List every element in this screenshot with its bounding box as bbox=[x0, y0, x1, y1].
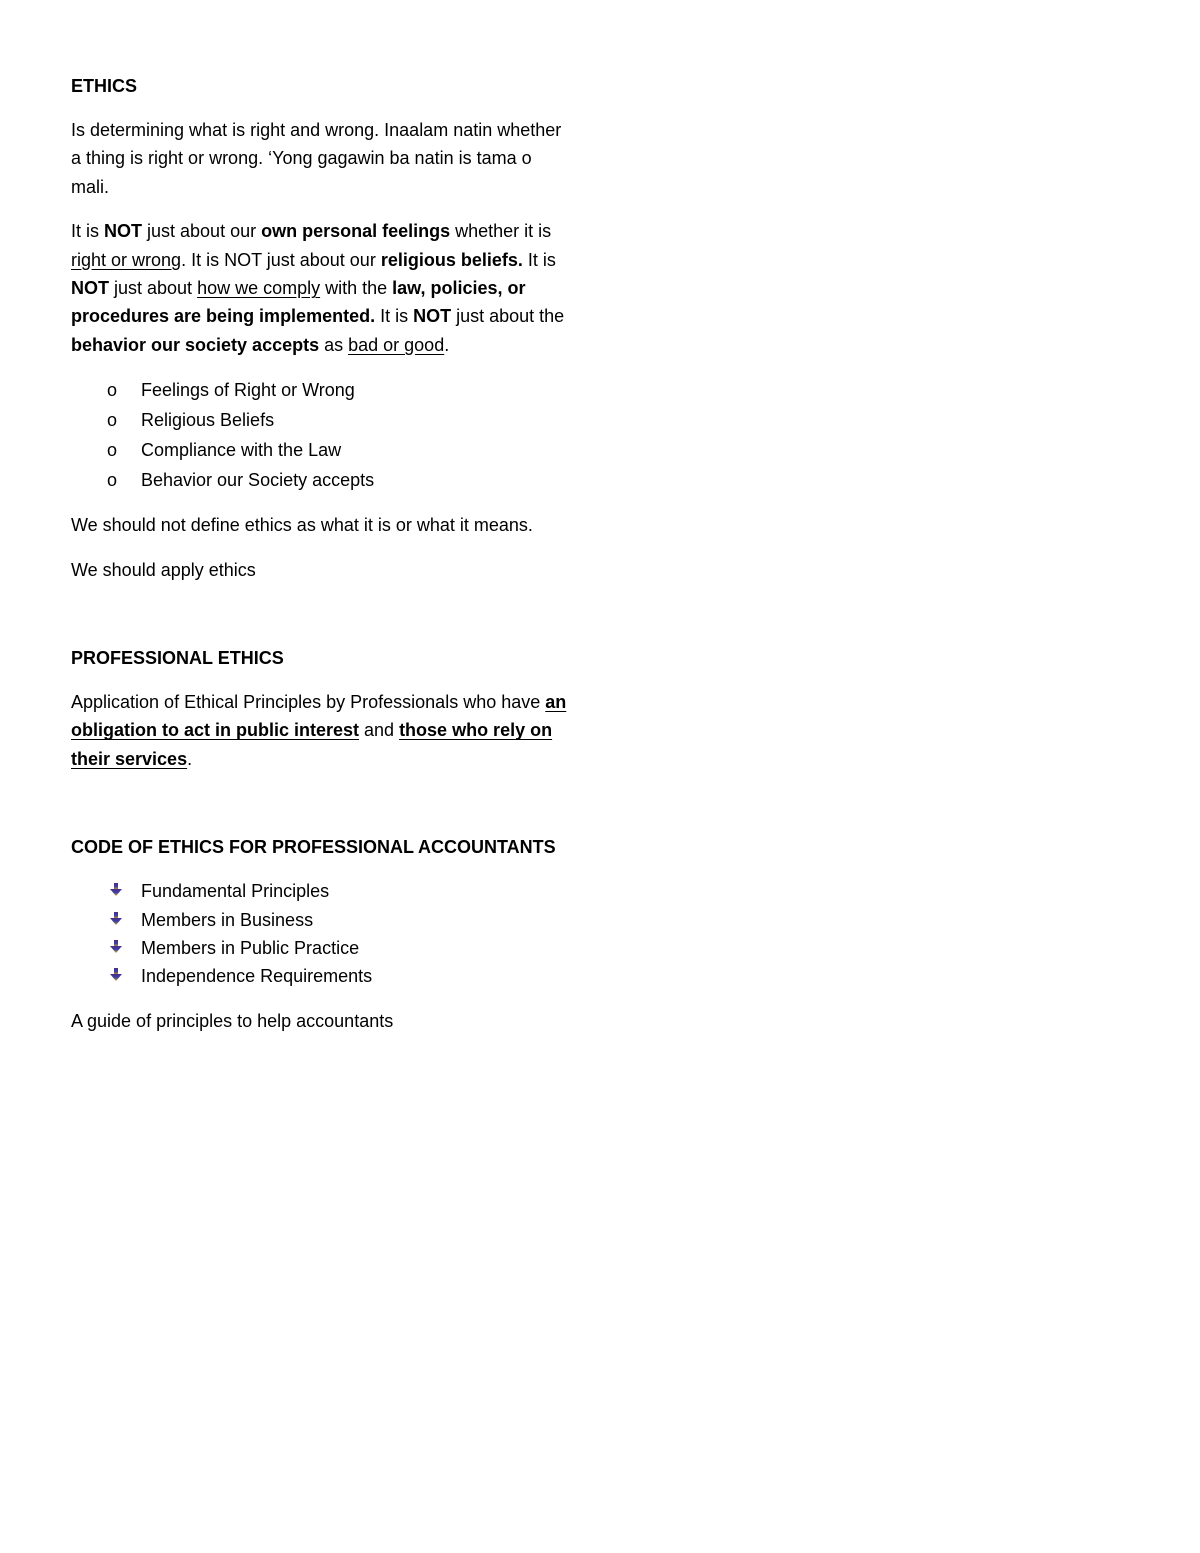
arrow-down-icon bbox=[109, 883, 123, 897]
text-segment: It is bbox=[71, 221, 105, 242]
code-of-ethics-guide: A guide of principles to help accountants bbox=[71, 1010, 394, 1031]
emphasis-religious-beliefs: religious beliefs. bbox=[380, 249, 523, 270]
text-segment: just about the bbox=[451, 306, 565, 327]
code-of-ethics-list bbox=[71, 877, 571, 991]
underline-bad-or-good: bad or good bbox=[348, 334, 445, 355]
ethics-should-apply: We should apply ethics bbox=[71, 559, 256, 580]
text-segment: It is bbox=[375, 306, 414, 327]
professional-ethics-heading: PROFESSIONAL ETHICS bbox=[71, 648, 284, 669]
emphasis-not: NOT bbox=[413, 306, 452, 327]
emphasis-own-personal-feelings: own personal feelings bbox=[261, 221, 451, 242]
underline-how-we-comply: how we comply bbox=[197, 278, 321, 299]
circle-bullet-icon: o bbox=[107, 410, 118, 431]
emphasis-behavior-accepts: behavior our society accepts bbox=[71, 334, 320, 355]
circle-bullet-icon: o bbox=[107, 380, 118, 401]
arrow-down-icon bbox=[109, 912, 123, 926]
ethics-definition: Is determining what is right and wrong. Inaalam natin whether a thing is right or wrong. ‘Yong gagawin ba natin is tama o mali. bbox=[71, 120, 562, 197]
text-segment: Application of Ethical Principles by Professionals who have bbox=[71, 692, 546, 713]
list-item bbox=[71, 465, 571, 495]
text-segment: . bbox=[187, 748, 193, 769]
list-item bbox=[71, 375, 571, 405]
emphasis-obligation: an obligation to act in public interest bbox=[71, 692, 567, 741]
text-segment: just about our bbox=[142, 221, 262, 242]
circle-bullet-icon: o bbox=[107, 470, 118, 491]
arrow-down-icon bbox=[109, 940, 123, 954]
text-segment: just about bbox=[109, 278, 198, 299]
emphasis-law-policies: law, policies, or procedures are being implemented. bbox=[71, 278, 526, 327]
section-spacer bbox=[71, 789, 571, 833]
list-item bbox=[71, 435, 571, 465]
underline-right-or-wrong: right or wrong bbox=[71, 249, 182, 270]
list-item-label: Religious Beliefs bbox=[141, 410, 275, 431]
circle-bullet-icon: o bbox=[107, 440, 118, 461]
list-item bbox=[71, 934, 571, 962]
text-segment: as bbox=[319, 334, 349, 355]
professional-ethics-definition bbox=[71, 688, 571, 773]
text-segment: . It is NOT just about our bbox=[181, 249, 381, 270]
list-item bbox=[71, 405, 571, 435]
list-item-label: Compliance with the Law bbox=[141, 440, 342, 461]
text-segment: with the bbox=[320, 278, 393, 299]
ethics-should-not-define: We should not define ethics as what it is or what it means. bbox=[71, 515, 533, 536]
list-item-label: Feelings of Right or Wrong bbox=[141, 380, 355, 401]
arrow-down-icon bbox=[109, 968, 123, 982]
code-of-ethics-heading: CODE OF ETHICS FOR PROFESSIONAL ACCOUNTANTS bbox=[71, 837, 556, 858]
text-segment: It is bbox=[522, 249, 556, 270]
list-item-label: Behavior our Society accepts bbox=[141, 470, 375, 491]
list-item-label: Fundamental Principles bbox=[141, 881, 330, 902]
list-item bbox=[71, 962, 571, 990]
text-segment: . bbox=[444, 334, 450, 355]
ethics-heading: ETHICS bbox=[71, 76, 138, 96]
text-segment: whether it is bbox=[450, 221, 552, 242]
emphasis-not: NOT bbox=[71, 278, 109, 299]
emphasis-those-who-rely: those who rely on their services bbox=[71, 720, 553, 769]
document-page bbox=[71, 72, 571, 1051]
list-item bbox=[71, 877, 571, 905]
section-spacer bbox=[71, 600, 571, 644]
ethics-not-list bbox=[71, 375, 571, 495]
list-item-label: Independence Requirements bbox=[141, 966, 373, 987]
list-item-label: Members in Business bbox=[141, 909, 314, 930]
text-segment: and bbox=[359, 720, 400, 741]
list-item bbox=[71, 906, 571, 934]
list-item-label: Members in Public Practice bbox=[141, 938, 360, 959]
emphasis-not: NOT bbox=[104, 221, 143, 242]
ethics-not-about-paragraph bbox=[71, 217, 571, 359]
